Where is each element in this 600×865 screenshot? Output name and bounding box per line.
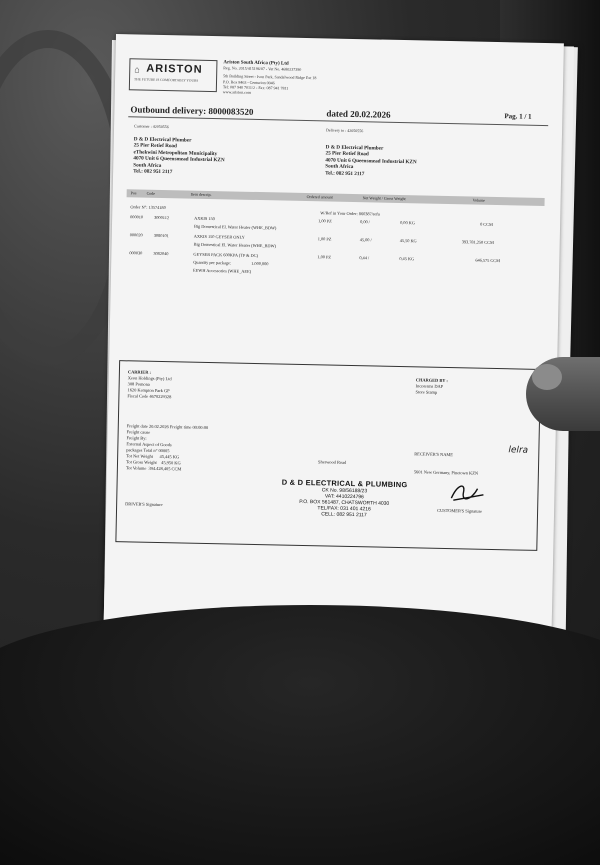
company-address-2: P.O. Box 8463 - Centurion 0046 [222, 78, 275, 85]
value: 45,950 KG [161, 460, 181, 466]
customer-number: Customer : 42050556 [134, 123, 169, 130]
row-pos: 000010 [130, 214, 144, 220]
row-code: 3000112 [154, 214, 170, 221]
bill-to-address [133, 136, 225, 176]
column-header: Pos [130, 190, 137, 196]
delivery-location: 5601 New Germany, Pinetown KZN [413, 469, 479, 476]
row-code: 3082040 [153, 250, 169, 257]
carrier-line: 308 Pomona [127, 381, 150, 387]
charged-title: CHARGED BY : [415, 377, 448, 384]
carrier-line: Fiscal Code 4670229328 [127, 393, 172, 400]
delivery-to-number: Delivery to : 42050556 [325, 127, 364, 134]
company-info [223, 60, 317, 96]
row-gross-weight: 0,00 KG [400, 219, 415, 226]
company-reg: Reg. No. 2015/415196/07 - Vat No. 4680237390 [223, 65, 302, 73]
carrier-title: CARRIER : [127, 369, 152, 375]
ship-to-line: D & D Electrical Plumber [325, 144, 384, 152]
row-quantity: 1,00 PZ [318, 218, 332, 224]
company-web: www.ariston.com [222, 89, 252, 95]
order-note: W/Ref in Your Order: 860387/refu [320, 210, 380, 217]
carrier-line: Xeon Holdings (Pty) Ltd [127, 375, 172, 382]
stamp-vat: VAT: 4410224796 [324, 493, 364, 501]
incoterms: Incoterms DAP [415, 383, 444, 389]
row-gross-weight: 45,50 KG [399, 237, 417, 244]
row-description-detail: Big Domestical El. Water Heater (WHE_BDW) [193, 241, 277, 249]
thumb-nail [532, 364, 562, 390]
row-quantity: 1,00 PZ [317, 254, 332, 260]
row-quantity: 1,00 PZ [317, 236, 332, 242]
ship-to-address [325, 144, 417, 178]
delivery-note-page [103, 34, 564, 647]
freight-cause: Freight cause [126, 429, 151, 435]
order-reference: Order N°: 13574180 [130, 204, 166, 211]
packages-total: packages Total n° 00005 [126, 447, 170, 454]
row-net-weight: 0,00 / [360, 219, 370, 225]
value: 45,445 KG [159, 454, 180, 460]
column-header: Ordered amount [306, 194, 333, 200]
charged-block [415, 377, 447, 396]
bill-to-line: South Africa [133, 162, 162, 169]
document-title: Outbound delivery: 8000083520 [130, 104, 254, 117]
row-volume: 646,575 CCM [475, 257, 500, 264]
label: Tot Net Weight [126, 453, 154, 459]
row-net-weight: 0,44 / [359, 255, 370, 261]
carrier-line: 1620 Kempton Park GP [127, 387, 170, 394]
logo-tagline: THE FUTURE IS COMFORTABLY YOURS [134, 77, 199, 83]
stamp-ck-number: CK No. 98/56188/23 [321, 487, 368, 495]
bill-to-line: 4070 Unit 6 Queensmead Industrial KZN [133, 155, 225, 164]
company-phone: Tel: 087 940 7011/2 - Fax: 087 941 7811 [222, 84, 289, 91]
house-icon: ⌂ [134, 64, 140, 75]
column-header: Net Weight / Gross Weight [362, 195, 406, 202]
stamp-company-name: D & D ELECTRICAL & PLUMBING [281, 477, 408, 490]
column-header: Item descrip. [190, 191, 212, 198]
customers-signature-label: CUSTOMER'S Signature [437, 507, 483, 514]
row-pos: 000030 [129, 250, 143, 256]
store-stamp-label: Store Stamp [415, 389, 438, 395]
row-volume: 393.781,250 CCM [461, 239, 494, 245]
carrier-block [127, 369, 172, 400]
column-header: Code [146, 190, 156, 196]
freight-date: Freight date 20.02.2026 Freight time 00:00:00 [126, 423, 209, 431]
ariston-logo [129, 58, 218, 92]
row-package-quantity: 1.000,000 [251, 260, 269, 267]
freight-by: Freight By: [126, 435, 147, 441]
row-description-detail: Big Domestical El. Water Heater (WHE_BDW) [193, 223, 277, 231]
label: Tot Gross Weight [125, 459, 157, 465]
row-description: AXKIS 150 [194, 215, 215, 222]
ship-to-line: Tel.: 082 951 2117 [325, 170, 365, 177]
lap-foreground [0, 605, 600, 865]
bill-to-line: eThekwini Metropolitan Municipality [133, 149, 218, 157]
stamp-po-box: P.O. BOX 561487, CHATSWORTH 4030 [299, 498, 390, 507]
stamp-telfax: TEL/FAX: 031 401 4216 [317, 505, 371, 513]
row-package-label: Quantity per package: [193, 259, 232, 266]
customer-signature-icon [447, 480, 487, 505]
label: Tot Volume [125, 465, 147, 471]
bill-to-line: Tel.: 082 951 2117 [133, 168, 173, 176]
row-description: GEYSER PACK 600KPA (TP & DC) [193, 251, 259, 259]
column-header: Volume [472, 197, 486, 203]
external-aspect: External Aspect of Goods [126, 441, 172, 448]
document-date: dated 20.02.2026 [326, 108, 391, 120]
logo-wordmark: ARISTON [146, 62, 203, 76]
row-pos: 000020 [129, 232, 143, 238]
company-stamp [274, 477, 415, 519]
carrier-delivery-frame [115, 360, 541, 551]
ship-to-line: South Africa [325, 163, 354, 171]
row-description: AXKIS 150 GEYSER ONLY [193, 233, 245, 240]
total-volume [126, 465, 207, 473]
bill-to-line: D & D Electrical Plumber [133, 136, 192, 144]
row-category: EEWH Accessories (WHE_AEE) [193, 267, 252, 274]
row-code: 3080101 [153, 232, 169, 239]
freight-block [126, 423, 208, 473]
row-volume: 0 CCM [480, 221, 493, 227]
ship-to-line: 4070 Unit 6 Queensmead Industrial KZN [325, 157, 417, 166]
drivers-signature-label: DRIVER'S Signature [125, 501, 163, 508]
stamp-cell: CELL: 082 951 2117 [321, 511, 367, 519]
delivery-road: Sherwood Road [318, 459, 347, 465]
company-address-1: 5th Building Street - Ivon Park, Sandalwood Ridge Ext 18 [223, 73, 317, 81]
company-name: Ariston South Africa (Pty) Ltd [223, 60, 289, 67]
ship-to-line: 25 Pier Retief Road [325, 150, 369, 158]
row-gross-weight: 0,45 KG [399, 255, 415, 262]
bill-to-line: 25 Pier Retief Road [133, 142, 177, 150]
receivers-name-label: RECEIVER'S NAME [414, 451, 454, 458]
table-header [127, 189, 545, 206]
page-number: Pag. 1 / 1 [504, 112, 532, 121]
row-net-weight: 45,00 / [359, 237, 372, 243]
value: 394.428,405 CCM [148, 465, 182, 472]
receivers-name-handwritten: lelra [508, 445, 529, 456]
